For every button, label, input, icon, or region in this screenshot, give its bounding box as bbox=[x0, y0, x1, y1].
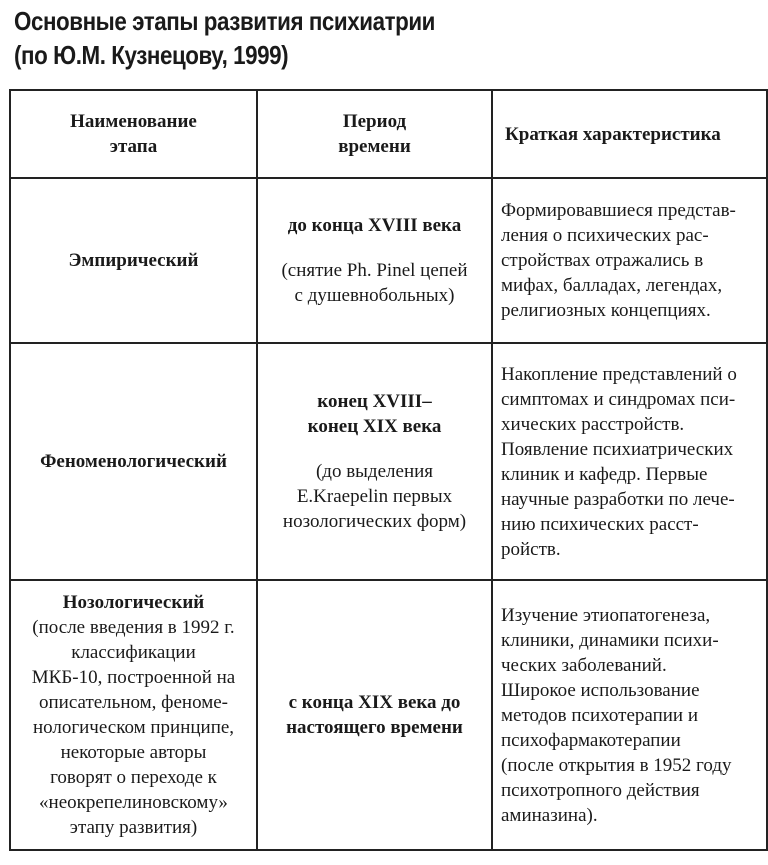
header-period-line: Период bbox=[342, 111, 407, 132]
period-main-line: конец XIX века bbox=[307, 416, 442, 437]
description-line: Накопление представлений о bbox=[501, 363, 737, 385]
description-line: аминазина). bbox=[501, 804, 598, 826]
description-line: ройств. bbox=[501, 538, 561, 560]
stages-table bbox=[9, 89, 768, 851]
stage-note-line: описательном, феноме- bbox=[39, 692, 228, 713]
stage-cell bbox=[10, 178, 257, 343]
description-cell bbox=[492, 178, 767, 343]
stage-cell bbox=[10, 343, 257, 580]
stage-note-line: (после введения в 1992 г. bbox=[32, 617, 235, 638]
stage-cell bbox=[10, 580, 257, 850]
stage-note-line: этапу развития) bbox=[69, 817, 198, 838]
description-line: психотропного действия bbox=[501, 779, 700, 801]
description-line: Появление психиатрических bbox=[501, 438, 734, 460]
period-cell bbox=[257, 178, 492, 343]
stage-name: Феноменологический bbox=[40, 451, 227, 472]
description-line: мифах, балладах, легендах, bbox=[501, 275, 723, 296]
description-line: хических расстройств. bbox=[501, 413, 685, 435]
description-line: симптомах и синдромах пси- bbox=[501, 388, 736, 410]
stage-note-line: некоторые авторы bbox=[60, 742, 207, 763]
period-main-line: до конца XVIII века bbox=[287, 215, 462, 236]
description-line: методов психотерапии и bbox=[501, 704, 698, 726]
header-stage bbox=[10, 90, 257, 178]
stage-note-line: МКБ-10, построенной на bbox=[31, 667, 236, 688]
description-line: научные разработки по лече- bbox=[501, 488, 735, 510]
table-row bbox=[10, 178, 767, 343]
description-line: психофармакотерапии bbox=[501, 729, 681, 751]
period-note-line: (до выделения bbox=[315, 461, 434, 482]
period-cell bbox=[257, 343, 492, 580]
description-line: клиники, динамики психи- bbox=[501, 629, 719, 651]
table-header-row bbox=[10, 90, 767, 178]
stage-name: Нозологический bbox=[62, 592, 205, 613]
period-main-line: с конца XIX века до bbox=[288, 692, 461, 713]
page-title-line-2: (по Ю.М. Кузнецову, 1999) bbox=[14, 40, 289, 70]
period-main-line: настоящего времени bbox=[286, 717, 463, 738]
header-stage-line: этапа bbox=[109, 136, 158, 157]
description-line: ческих заболеваний. bbox=[501, 654, 667, 676]
description-line: Формировавшиеся представ- bbox=[501, 200, 736, 221]
header-period bbox=[257, 90, 492, 178]
description-line: Широкое использование bbox=[501, 679, 700, 701]
description-cell bbox=[492, 343, 767, 580]
period-note-line: E.Kraepelin первых bbox=[296, 486, 453, 507]
stage-note-line: говорят о переходе к bbox=[50, 767, 217, 788]
description-line: Изучение этиопатогенеза, bbox=[501, 604, 711, 626]
stage-name: Эмпирический bbox=[68, 250, 199, 271]
period-note-line: нозологических форм) bbox=[282, 511, 467, 532]
stage-note-line: «неокрепелиновскому» bbox=[39, 792, 228, 813]
stage-note-line: классификации bbox=[71, 642, 196, 663]
description-line: стройствах отражались в bbox=[501, 250, 704, 271]
period-note-line: (снятие Ph. Pinel цепей bbox=[281, 260, 468, 281]
description-line: (после открытия в 1952 году bbox=[501, 754, 732, 776]
period-main-line: конец XVIII– bbox=[317, 391, 432, 412]
header-period-line: времени bbox=[338, 136, 411, 157]
page-title bbox=[14, 4, 435, 72]
description-line: религиозных концепциях. bbox=[501, 300, 711, 321]
description-cell bbox=[492, 580, 767, 850]
header-description: Краткая характеристика bbox=[492, 90, 767, 178]
table-row bbox=[10, 580, 767, 850]
period-note-line: с душевнобольных) bbox=[294, 285, 455, 306]
stage-note-line: нологическом принципе, bbox=[32, 717, 235, 738]
description-line: клиник и кафедр. Первые bbox=[501, 463, 708, 485]
period-cell bbox=[257, 580, 492, 850]
page-title-line-1: Основные этапы развития психиатрии bbox=[14, 6, 435, 36]
table-row bbox=[10, 343, 767, 580]
header-stage-line: Наименование bbox=[70, 111, 197, 132]
description-line: нию психических расст- bbox=[501, 513, 699, 535]
description-line: ления о психических рас- bbox=[501, 225, 709, 246]
